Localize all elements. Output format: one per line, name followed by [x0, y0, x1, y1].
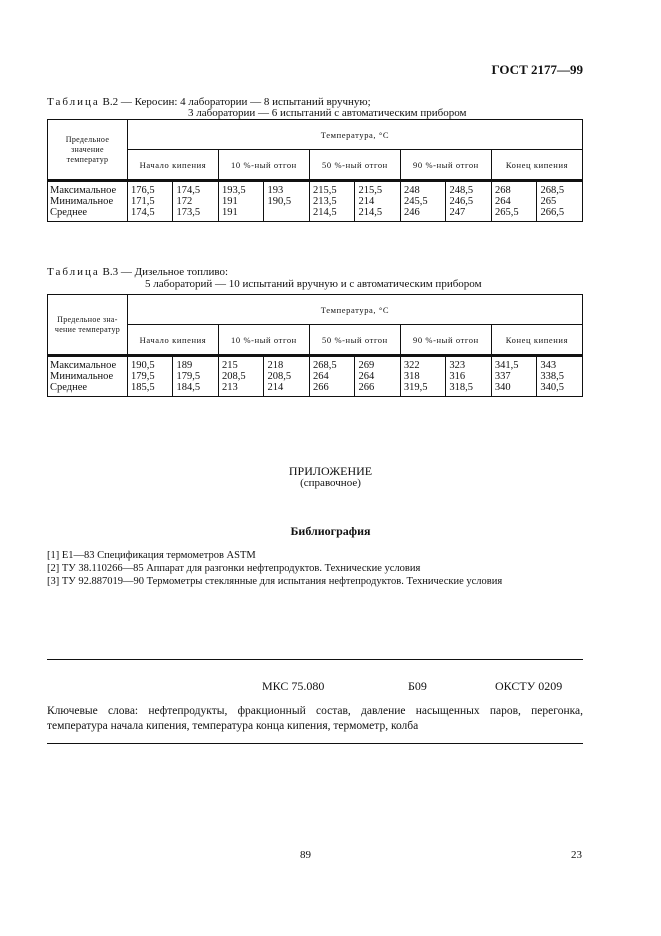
table-b2 [47, 119, 583, 222]
page-number-right: 23 [571, 849, 582, 861]
bibliography-item: [2] ТУ 38.110266—85 Аппарат для разгонки нефтепродуктов. Технические условия [47, 563, 421, 574]
column-header: 10 %-ный отгон [218, 150, 309, 181]
table-cell: 215,5 213,5 214,5 [309, 181, 355, 222]
keywords: Ключевые слова: нефтепродукты, фракционный состав, давление насыщенных паров, перегонка, температура начала кипения, температура конца кипения, термометр, колба [47, 705, 583, 732]
table-cell: 341,5 337 340 [491, 356, 537, 397]
column-header: 50 %-ный отгон [309, 325, 400, 356]
table-cell: 269 264 266 [355, 356, 400, 397]
group-header: Температура, °С [127, 120, 582, 150]
mks-code: МКС 75.080 [262, 679, 325, 693]
row-label: Минимальное [50, 371, 114, 382]
table-cell: 268,5 265 266,5 [537, 181, 583, 222]
table-cell: 189 179,5 184,5 [173, 356, 219, 397]
table-b3-caption [47, 266, 228, 278]
table-cell: 193,5 191 191 [218, 181, 264, 222]
table-b3 [47, 294, 583, 397]
row-label: Среднее [50, 207, 88, 218]
row-header: Предельное зна-чение температур [48, 295, 128, 356]
table-cell: 193 190,5 [264, 181, 310, 222]
appendix-subtitle: (справочное) [300, 477, 361, 489]
standard-number: ГОСТ 2177—99 [491, 62, 583, 77]
divider [47, 743, 583, 744]
column-header: Начало кипения [127, 325, 218, 356]
row-header: Предельное значение температур [48, 120, 128, 181]
appendix-title: ПРИЛОЖЕНИЕ [288, 464, 373, 478]
bibliography-item: [3] ТУ 92.887019—90 Термометры стеклянные для испытания нефтепродуктов. Технические условия [47, 576, 503, 587]
caption-prefix: Таблица [47, 96, 100, 108]
divider [47, 659, 583, 660]
table-cell: 215 208,5 213 [218, 356, 264, 397]
caption-text: В.3 — Дизельное топливо: [99, 266, 229, 278]
table-cell: 248,5 246,5 247 [446, 181, 492, 222]
table-cell: 268 264 265,5 [491, 181, 537, 222]
table-cell: 176,5 171,5 174,5 [127, 181, 173, 222]
row-label: Минимальное [50, 196, 114, 207]
row-label: Максимальное [50, 185, 117, 196]
column-header: 50 %-ный отгон [309, 150, 400, 181]
caption-text: В.2 — Керосин: 4 лаборатории — 8 испытаний вручную; [99, 96, 371, 108]
table-cell: 343 338,5 340,5 [537, 356, 583, 397]
b-code: Б09 [408, 679, 427, 693]
row-label: Максимальное [50, 360, 117, 371]
column-header: Конец кипения [491, 325, 582, 356]
bibliography-item: [1] Е1—83 Спецификация термометров ASTM [47, 550, 256, 561]
group-header: Температура, °С [127, 295, 582, 325]
table-cell: 322 318 319,5 [400, 356, 446, 397]
table-b2-caption-line2: 3 лаборатории — 6 испытаний с автоматическим прибором [188, 107, 467, 119]
okstu-code: ОКСТУ 0209 [495, 679, 563, 693]
table-cell: 218 208,5 214 [264, 356, 310, 397]
table-b3-caption-line2: 5 лабораторий — 10 испытаний вручную и с автоматическим прибором [145, 278, 482, 290]
page-number-left: 89 [300, 849, 311, 861]
table-cell: 174,5 172 173,5 [173, 181, 219, 222]
table-cell: 323 316 318,5 [446, 356, 492, 397]
table-cell: 248 245,5 246 [400, 181, 446, 222]
column-header: Конец кипения [491, 150, 582, 181]
row-labels [48, 181, 128, 222]
table-cell: 190,5 179,5 185,5 [127, 356, 173, 397]
caption-prefix: Таблица [47, 266, 100, 278]
bibliography-title: Библиография [290, 524, 371, 538]
column-header: 90 %-ный отгон [400, 325, 491, 356]
column-header: Начало кипения [127, 150, 218, 181]
table-cell: 215,5 214 214,5 [355, 181, 401, 222]
column-header: 90 %-ный отгон [400, 150, 491, 181]
row-labels [48, 356, 128, 397]
column-header: 10 %-ный отгон [218, 325, 309, 356]
row-label: Среднее [50, 382, 88, 393]
table-cell: 268,5 264 266 [309, 356, 355, 397]
